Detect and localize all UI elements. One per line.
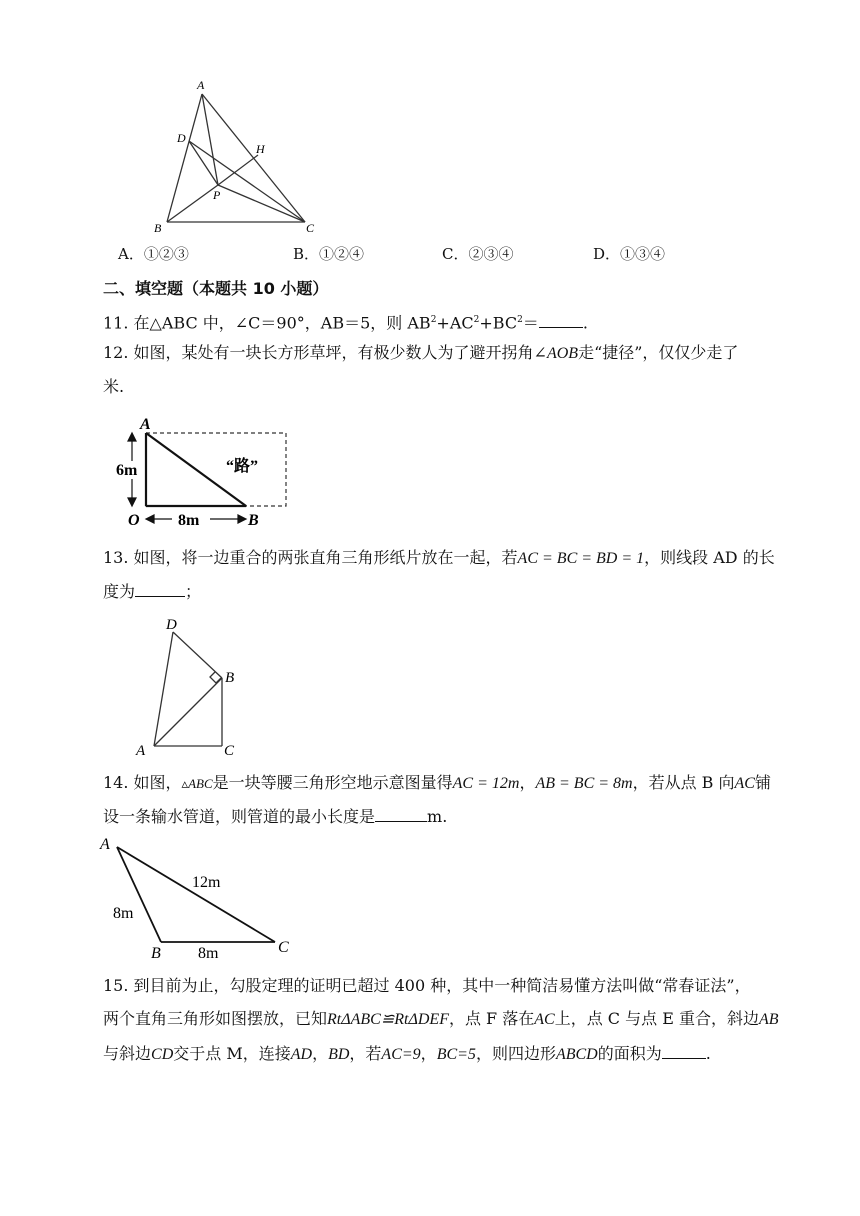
question-12-line-1: 12. 如图，某处有一块长方形草坪，有极少数人为了避开拐角∠AOB走“捷径”，仅仅少走了 <box>103 343 739 362</box>
question-11: 11. 在△ABC 中，∠C＝90°，AB＝5，则 $AB^2+AC^2+BC^2=$ . <box>103 313 588 333</box>
question-15-line-3: 与斜边CD交于点 M，连接AD，BD，若AC=9，BC=5，则四边形ABCD的面积为 . <box>103 1044 711 1063</box>
label-A: A <box>140 416 151 433</box>
option-c: C．②③④ <box>442 245 514 263</box>
road-label: “路” <box>226 458 259 475</box>
figure-q10 <box>145 75 330 235</box>
label-A: A <box>197 78 205 92</box>
side-ab-label: 8m <box>113 905 134 922</box>
bottom-length-label: 8m <box>178 512 200 529</box>
label-O: O <box>128 512 140 529</box>
question-12-line-2: 米. <box>103 377 125 396</box>
label-D: D <box>177 131 186 145</box>
question-15-line-2: 两个直角三角形如图摆放，已知RtΔABC≌RtΔDEF，点 F 落在AC上，点 C 与点 E 重合，斜边AB <box>103 1009 779 1028</box>
answer-blank <box>135 580 185 597</box>
label-C: C <box>224 743 235 758</box>
label-P: P <box>213 188 221 202</box>
label-A: A <box>136 743 146 758</box>
label-C: C <box>306 221 315 235</box>
answer-blank <box>539 311 583 328</box>
side-ac-label: 12m <box>192 874 221 891</box>
option-b: B．①②④ <box>293 245 365 263</box>
question-14-line-2: 设一条输水管道，则管道的最小长度是 m. <box>103 807 448 826</box>
label-A: A <box>100 836 110 853</box>
option-d: D．①③④ <box>593 245 666 263</box>
section-title: 二、填空题（本题共 10 小题） <box>103 279 329 298</box>
figure-q12 <box>110 413 295 530</box>
label-H: H <box>256 142 265 156</box>
label-B: B <box>154 221 162 235</box>
label-D: D <box>166 617 177 633</box>
label-B: B <box>151 945 161 960</box>
label-B: B <box>248 512 259 529</box>
side-length-label: 6m <box>116 462 138 479</box>
figure-q13 <box>130 613 250 758</box>
answer-blank <box>662 1042 706 1059</box>
question-13-line-2: 度为 ； <box>103 582 202 601</box>
label-C: C <box>278 939 289 956</box>
question-15-line-1: 15. 到目前为止，勾股定理的证明已超过 400 种，其中一种简洁易懂方法叫做“常春证法”， <box>103 976 751 995</box>
option-a: A．①②③ <box>118 245 189 263</box>
question-14-line-1: 14. 如图，▵ABC是一块等腰三角形空地示意图量得AC = 12m，AB = BC = 8m，若从点 B 向AC铺 <box>103 773 771 792</box>
answer-blank <box>375 805 427 822</box>
figure-q14 <box>98 835 298 960</box>
side-bc-label: 8m <box>198 945 219 960</box>
label-B: B <box>225 670 235 686</box>
question-13-line-1: 13. 如图，将一边重合的两张直角三角形纸片放在一起，若AC = BC = BD = 1，则线段 AD 的长 <box>103 548 775 567</box>
